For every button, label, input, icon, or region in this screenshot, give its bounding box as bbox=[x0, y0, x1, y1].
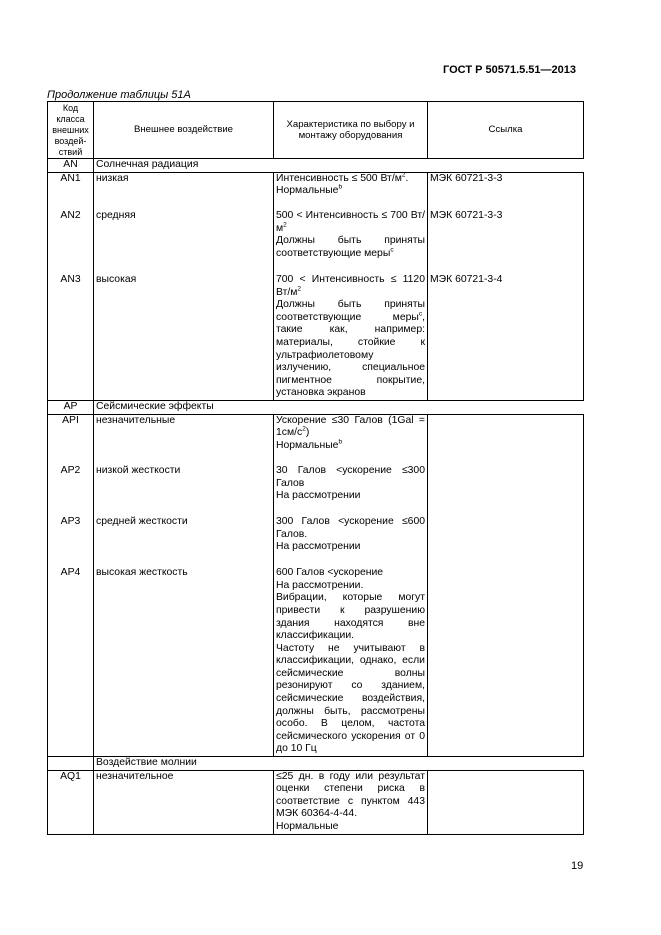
row-effect: средняя bbox=[94, 210, 274, 274]
group-row-ap bbox=[48, 401, 584, 415]
row-code: AP4 bbox=[48, 567, 94, 756]
row-characteristic: 600 Галов <ускорение На рассмотрении. Вибрации, которые могут привести к разрушению здания находятся вне классификации. Частоту не учитывают в классификации, однако, если сейсмические волны резонируют со зданием, сейсмические воздействия, должны быть, рассмотрены особо. В целом, частота сейсмического ускорения от 0 до 10 Гц bbox=[274, 567, 428, 756]
group-title: Воздействие молнии bbox=[94, 757, 584, 771]
row-code: AN1 bbox=[48, 172, 94, 210]
document-standard-header: ГОСТ Р 50571.5.51—2013 bbox=[443, 64, 577, 76]
table-row-ap2 bbox=[48, 465, 584, 516]
group-title: Солнечная радиация bbox=[94, 159, 584, 173]
row-effect: средней жесткости bbox=[94, 516, 274, 567]
group-code bbox=[48, 757, 94, 771]
row-reference bbox=[428, 770, 584, 834]
row-code: AP2 bbox=[48, 465, 94, 516]
row-code: API bbox=[48, 414, 94, 465]
table-row-an2 bbox=[48, 210, 584, 274]
row-characteristic: 300 Галов <ускорение ≤600 Галов. На рассмотрении bbox=[274, 516, 428, 567]
row-characteristic: Интенсивность ≤ 500 $Вт/м^2$. Нормальные$^b$ bbox=[274, 172, 428, 210]
table-row-ap3 bbox=[48, 516, 584, 567]
row-code: AP3 bbox=[48, 516, 94, 567]
page-number: 19 bbox=[571, 860, 584, 872]
row-code: AN3 bbox=[48, 274, 94, 400]
group-code: AN bbox=[48, 159, 94, 173]
row-effect: высокая bbox=[94, 274, 274, 400]
table-row-ap1 bbox=[48, 414, 584, 465]
row-effect: незначительные bbox=[94, 414, 274, 465]
column-header-characteristic: Характеристика по выбору и монтажу оборудования bbox=[274, 102, 428, 159]
group-row-an bbox=[48, 159, 584, 173]
row-reference bbox=[428, 414, 584, 465]
table-row-ap4 bbox=[48, 567, 584, 756]
column-header-effect: Внешнее воздействие bbox=[94, 102, 274, 159]
row-characteristic: ≤25 дн. в году или результат оценки степени риска в соответствие с пунктом 443 МЭК 60364-4-44. Нормальные bbox=[274, 770, 428, 834]
row-reference: МЭК 60721-3-3 bbox=[428, 210, 584, 274]
row-code: AQ1 bbox=[48, 770, 94, 834]
row-characteristic: 500 < Интенсивность ≤ 700 $Вт/м^2$ Должны быть приняты соответствующие меры$^c$ bbox=[274, 210, 428, 274]
row-characteristic: 700 < Интенсивность ≤ 1120 $Вт/м^2$ Должны быть приняты соответствующие меры$^c$, такие как, например: материалы, стойкие к ультрафиолетовому излучению, специальное пигментное покрытие, установка экранов bbox=[274, 274, 428, 400]
row-reference: МЭК 60721-3-4 bbox=[428, 274, 584, 400]
row-reference: МЭК 60721-3-3 bbox=[428, 172, 584, 210]
table-51a-continuation bbox=[47, 101, 584, 835]
table-row-aq1 bbox=[48, 770, 584, 834]
table-caption: Продолжение таблицы 51А bbox=[47, 89, 191, 101]
row-reference bbox=[428, 516, 584, 567]
column-header-code: Код класса внешних воздей-ствий bbox=[48, 102, 94, 159]
row-effect: низкая bbox=[94, 172, 274, 210]
group-title: Сейсмические эффекты bbox=[94, 401, 584, 415]
table-row-an1 bbox=[48, 172, 584, 210]
row-characteristic: Ускорение ≤30 Галов $(1Gal = 1см/с^2)$ Нормальные$^b$ bbox=[274, 414, 428, 465]
row-code: AN2 bbox=[48, 210, 94, 274]
row-effect: незначительное bbox=[94, 770, 274, 834]
table-row-an3 bbox=[48, 274, 584, 400]
table-header-row bbox=[48, 102, 584, 159]
group-row-aq bbox=[48, 757, 584, 771]
row-characteristic: 30 Галов <ускорение ≤300 Галов На рассмотрении bbox=[274, 465, 428, 516]
group-code: AP bbox=[48, 401, 94, 415]
row-reference bbox=[428, 465, 584, 516]
row-reference bbox=[428, 567, 584, 756]
row-effect: низкой жесткости bbox=[94, 465, 274, 516]
row-effect: высокая жесткость bbox=[94, 567, 274, 756]
column-header-reference: Ссылка bbox=[428, 102, 584, 159]
